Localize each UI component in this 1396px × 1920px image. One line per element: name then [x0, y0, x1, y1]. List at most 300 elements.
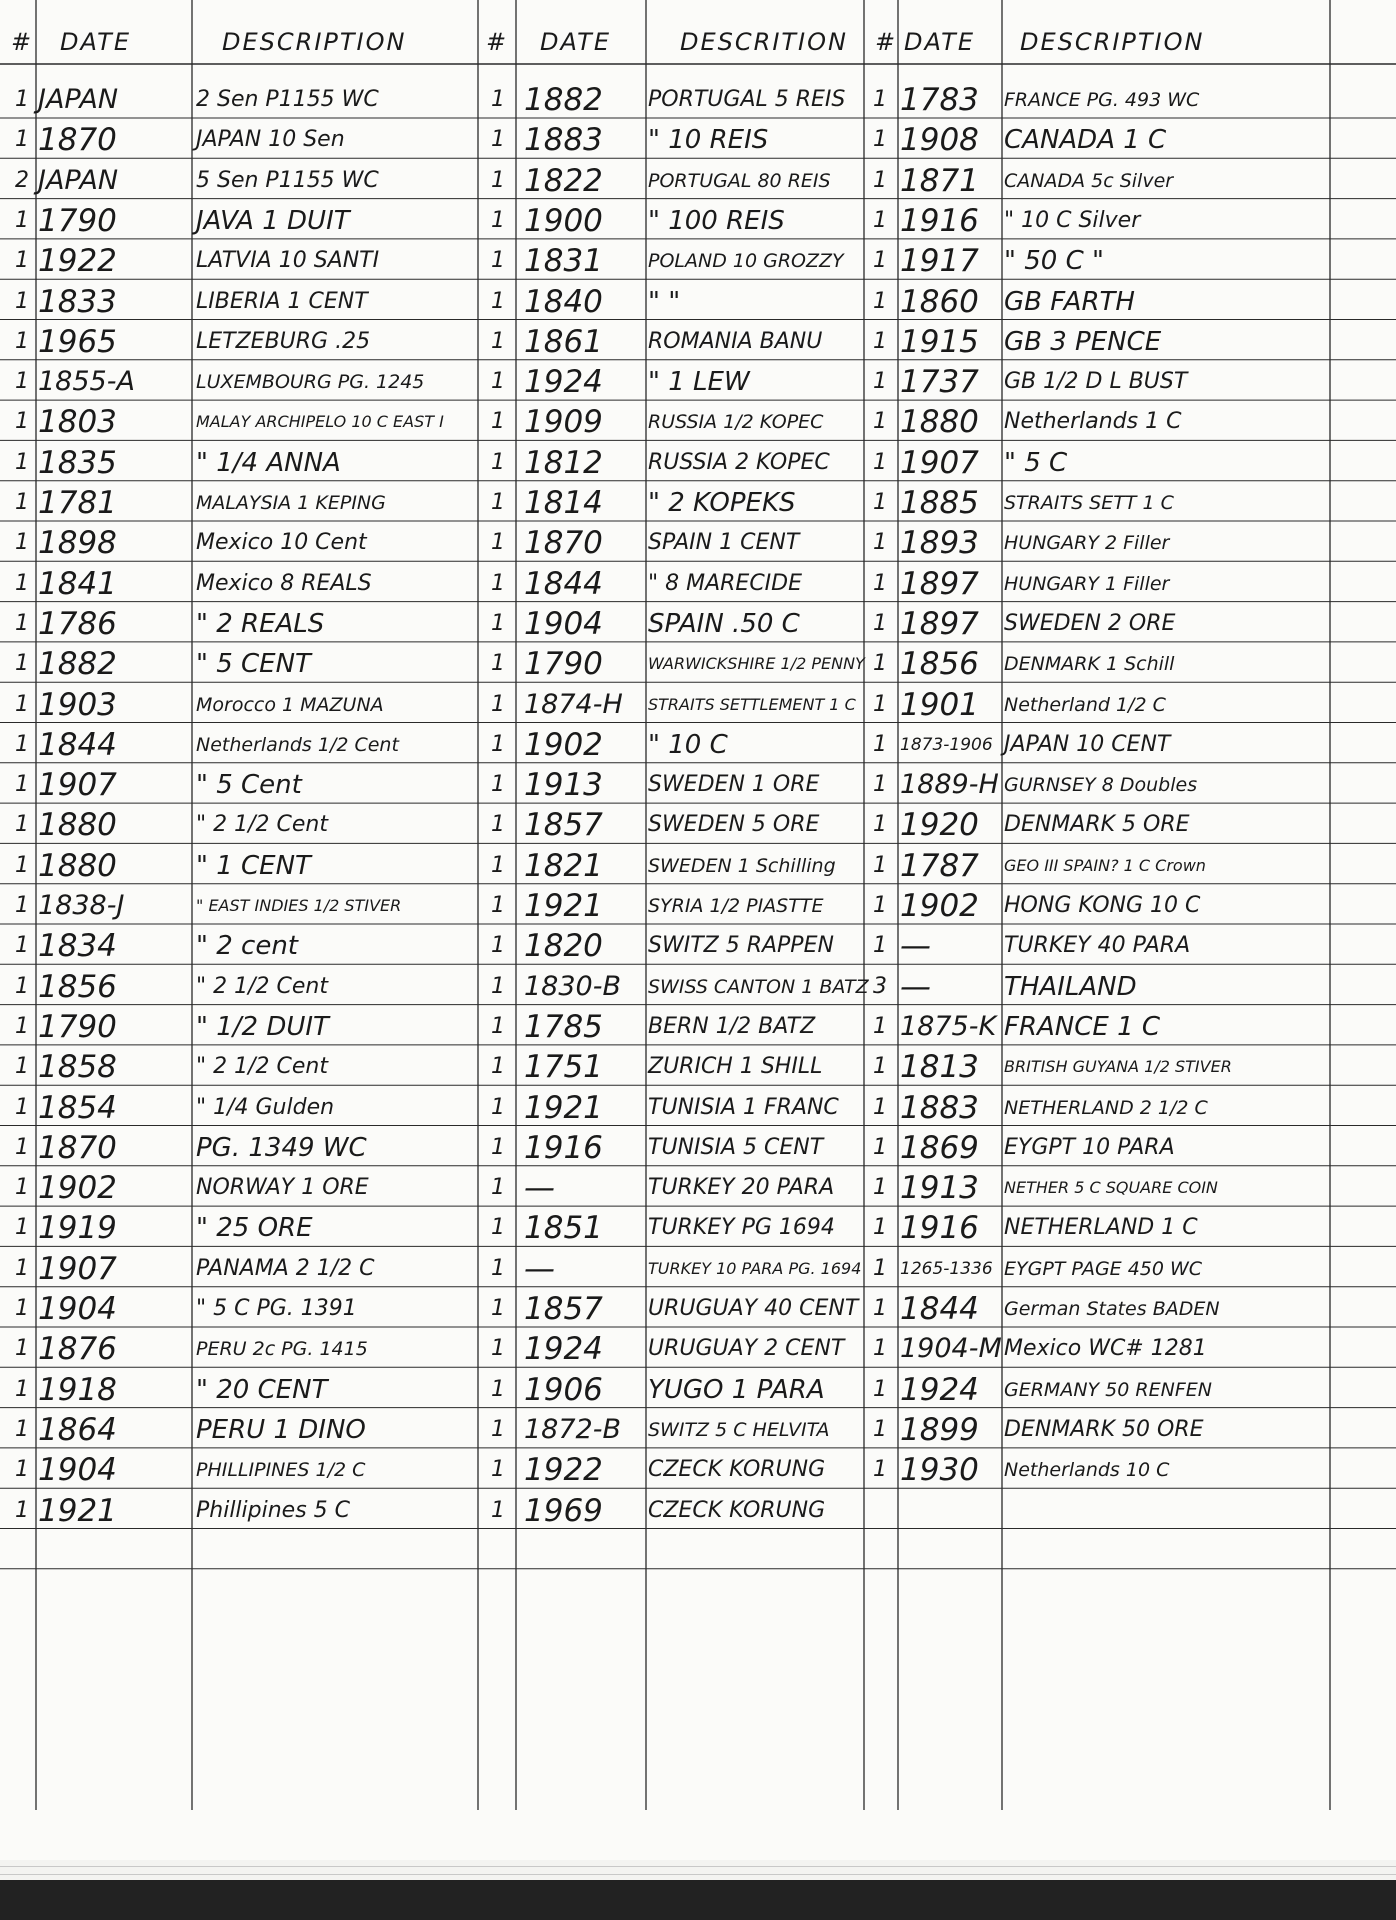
description-cell: Mexico 10 Cent — [196, 530, 367, 555]
qty-cell: 1 — [873, 1256, 887, 1281]
qty-cell: 1 — [873, 571, 887, 596]
qty-cell: 1 — [873, 1215, 887, 1240]
qty-cell: 1 — [15, 1135, 29, 1160]
description-cell: TUNISIA 1 FRANC — [648, 1095, 839, 1120]
description-cell: " 2 1/2 Cent — [196, 974, 328, 999]
description-cell: NETHERLAND 1 C — [1004, 1215, 1198, 1240]
date-cell: 1838-J — [38, 890, 125, 921]
date-cell: 1965 — [38, 324, 117, 360]
date-cell: 1851 — [524, 1210, 603, 1246]
description-cell: Netherlands 1 C — [1004, 409, 1182, 434]
description-cell: URUGUAY 40 CENT — [648, 1296, 859, 1321]
date-cell: 1781 — [38, 485, 117, 521]
qty-cell: 1 — [873, 812, 887, 837]
description-cell: SWEDEN 1 Schilling — [648, 855, 836, 877]
qty-cell: 1 — [491, 611, 505, 636]
description-cell: NETHER 5 C SQUARE COIN — [1004, 1178, 1218, 1197]
date-cell: 1898 — [38, 525, 117, 561]
description-cell: " 5 C — [1004, 448, 1068, 478]
qty-cell: 1 — [491, 1054, 505, 1079]
description-cell: LETZEBURG .25 — [196, 329, 371, 354]
description-cell: TUNISIA 5 CENT — [648, 1135, 824, 1160]
description-cell: 5 Sen P1155 WC — [196, 168, 379, 193]
header-date-2: DATE — [540, 28, 611, 56]
description-cell: " 10 REIS — [648, 125, 769, 155]
qty-cell: 1 — [873, 1457, 887, 1482]
description-cell: PANAMA 2 1/2 C — [196, 1256, 375, 1281]
qty-cell: 1 — [15, 1498, 29, 1523]
description-cell: SPAIN .50 C — [648, 609, 800, 639]
date-cell: 1864 — [38, 1412, 117, 1448]
date-cell: 1907 — [38, 1251, 117, 1287]
description-cell: WARWICKSHIRE 1/2 PENNY — [648, 654, 865, 673]
date-cell: 1873-1906 — [900, 735, 993, 755]
qty-cell: 1 — [873, 1336, 887, 1361]
qty-cell: 1 — [15, 651, 29, 676]
description-cell: TURKEY 20 PARA — [648, 1175, 835, 1200]
description-cell: GURNSEY 8 Doubles — [1004, 774, 1198, 796]
date-cell: 1919 — [38, 1210, 117, 1246]
qty-cell: 1 — [15, 1215, 29, 1240]
qty-cell: 1 — [491, 1296, 505, 1321]
description-cell: BRITISH GUYANA 1/2 STIVER — [1004, 1057, 1232, 1076]
description-cell: PG. 1349 WC — [196, 1133, 367, 1163]
date-cell: 1857 — [524, 807, 603, 843]
description-cell: LUXEMBOURG PG. 1245 — [196, 371, 425, 393]
qty-cell: 1 — [15, 1296, 29, 1321]
qty-cell: 1 — [491, 490, 505, 515]
description-cell: " 2 KOPEKS — [648, 488, 796, 518]
description-cell: " 1/2 DUIT — [196, 1012, 329, 1042]
date-cell: 1830-B — [524, 971, 621, 1002]
description-cell: Mexico WC# 1281 — [1004, 1336, 1207, 1361]
qty-cell — [866, 1491, 894, 1531]
qty-cell: 1 — [873, 1175, 887, 1200]
qty-cell: 1 — [873, 450, 887, 475]
description-cell: FRANCE PG. 493 WC — [1004, 89, 1200, 111]
description-cell: GEO III SPAIN? 1 C Crown — [1004, 856, 1206, 875]
date-cell: 1913 — [524, 767, 603, 803]
qty-cell: 1 — [873, 1417, 887, 1442]
date-cell: 1856 — [900, 646, 979, 682]
date-cell: 1904 — [38, 1291, 117, 1327]
description-cell: SYRIA 1/2 PIASTTE — [648, 895, 824, 917]
date-cell: JAPAN — [38, 84, 119, 115]
date-cell: 1860 — [900, 284, 979, 320]
date-cell: — — [900, 928, 931, 964]
qty-cell: 1 — [15, 611, 29, 636]
description-cell: " 10 C Silver — [1004, 208, 1141, 233]
description-cell: DENMARK 50 ORE — [1004, 1417, 1204, 1442]
date-cell: 1913 — [900, 1170, 979, 1206]
date-cell: — — [524, 1170, 555, 1206]
qty-cell: 1 — [491, 933, 505, 958]
qty-cell: 1 — [873, 490, 887, 515]
qty-cell: 1 — [491, 732, 505, 757]
date-cell: 1876 — [38, 1331, 117, 1367]
qty-cell: 1 — [873, 248, 887, 273]
qty-cell: 1 — [15, 87, 29, 112]
description-cell: PORTUGAL 5 REIS — [648, 87, 846, 112]
date-cell: 1831 — [524, 243, 603, 279]
qty-cell: 1 — [15, 329, 29, 354]
description-cell: SWITZ 5 C HELVITA — [648, 1419, 830, 1441]
qty-cell: 1 — [15, 490, 29, 515]
description-cell: POLAND 10 GROZZY — [648, 250, 844, 272]
date-cell: 1922 — [38, 243, 117, 279]
date-cell: 1861 — [524, 324, 603, 360]
qty-cell: 1 — [15, 1095, 29, 1120]
qty-cell: 1 — [15, 208, 29, 233]
date-cell: 1901 — [900, 687, 979, 723]
qty-cell: 1 — [491, 1457, 505, 1482]
date-cell: 1844 — [524, 566, 603, 602]
qty-cell: 1 — [491, 87, 505, 112]
description-cell: SWEDEN 1 ORE — [648, 772, 820, 797]
description-cell: " 1 LEW — [648, 367, 750, 397]
date-cell: 1908 — [900, 122, 979, 158]
description-cell: PORTUGAL 80 REIS — [648, 170, 831, 192]
description-cell: " 1 CENT — [196, 851, 311, 881]
qty-cell: 1 — [15, 127, 29, 152]
date-cell: 1902 — [524, 727, 603, 763]
qty-cell: 3 — [873, 974, 887, 999]
description-cell: " 2 1/2 Cent — [196, 1054, 328, 1079]
date-cell: 1904-M — [900, 1333, 1002, 1364]
date-cell: 1893 — [900, 525, 979, 561]
qty-cell: 1 — [491, 168, 505, 193]
description-cell: 2 Sen P1155 WC — [196, 87, 379, 112]
date-cell: 1870 — [38, 1130, 117, 1166]
description-cell: " 1/4 ANNA — [196, 448, 341, 478]
header-qty-2: # — [485, 28, 509, 56]
description-cell: SPAIN 1 CENT — [648, 530, 800, 555]
qty-cell: 1 — [873, 732, 887, 757]
description-cell: HUNGARY 2 Filler — [1004, 532, 1170, 554]
date-cell: 1915 — [900, 324, 979, 360]
date-cell: 1902 — [38, 1170, 117, 1206]
date-cell: 1916 — [900, 203, 979, 239]
date-cell: 1857 — [524, 1291, 603, 1327]
date-cell: 1834 — [38, 928, 117, 964]
description-cell: Mexico 8 REALS — [196, 571, 372, 596]
qty-cell: 1 — [491, 692, 505, 717]
qty-cell: 1 — [15, 933, 29, 958]
description-cell: " " — [648, 287, 681, 317]
date-cell: 1916 — [524, 1130, 603, 1166]
qty-cell: 1 — [491, 651, 505, 676]
description-cell: SWEDEN 2 ORE — [1004, 611, 1176, 636]
date-cell: 1917 — [900, 243, 979, 279]
qty-cell: 1 — [873, 87, 887, 112]
date-cell: 1858 — [38, 1049, 117, 1085]
description-cell: DENMARK 1 Schill — [1004, 653, 1175, 675]
description-cell: " 2 REALS — [196, 609, 325, 639]
description-cell: EYGPT PAGE 450 WC — [1004, 1258, 1203, 1280]
qty-cell: 1 — [15, 812, 29, 837]
date-cell: 1921 — [524, 888, 603, 924]
qty-cell: 1 — [873, 1377, 887, 1402]
qty-cell: 1 — [15, 450, 29, 475]
qty-cell: 1 — [15, 893, 29, 918]
description-cell: TURKEY PG 1694 — [648, 1215, 835, 1240]
date-cell: 1783 — [900, 82, 979, 118]
date-cell: 1921 — [38, 1493, 117, 1529]
date-cell: 1909 — [524, 404, 603, 440]
date-cell: 1902 — [900, 888, 979, 924]
date-cell: 1875-K — [900, 1011, 997, 1042]
qty-cell: 1 — [491, 571, 505, 596]
description-cell: FRANCE 1 C — [1004, 1012, 1161, 1042]
description-cell: CZECK KORUNG — [648, 1457, 826, 1482]
qty-cell: 1 — [873, 530, 887, 555]
qty-cell: 1 — [15, 772, 29, 797]
date-cell: 1844 — [38, 727, 117, 763]
date-cell: 1737 — [900, 364, 979, 400]
description-cell: PHILLIPINES 1/2 C — [196, 1459, 366, 1481]
header-desc-3: DESCRIPTION — [1020, 28, 1205, 56]
description-cell: DENMARK 5 ORE — [1004, 812, 1190, 837]
date-cell: 1880 — [38, 848, 117, 884]
date-cell: 1924 — [524, 1331, 603, 1367]
date-cell: 1899 — [900, 1412, 979, 1448]
qty-cell: 2 — [15, 168, 29, 193]
qty-cell: 1 — [873, 651, 887, 676]
description-cell: YUGO 1 PARA — [648, 1375, 825, 1405]
qty-cell: 1 — [491, 772, 505, 797]
qty-cell: 1 — [491, 1095, 505, 1120]
date-cell: 1969 — [524, 1493, 603, 1529]
qty-cell: 1 — [873, 409, 887, 434]
date-cell: 1855-A — [38, 366, 135, 397]
date-cell: 1841 — [38, 566, 117, 602]
qty-cell: 1 — [491, 1377, 505, 1402]
header-qty-1: # — [10, 28, 34, 56]
qty-cell: 1 — [873, 127, 887, 152]
date-cell: 1900 — [524, 203, 603, 239]
qty-cell: 1 — [873, 369, 887, 394]
date-cell: 1790 — [524, 646, 603, 682]
date-cell: 1871 — [900, 163, 979, 199]
qty-cell: 1 — [873, 168, 887, 193]
description-cell: EYGPT 10 PARA — [1004, 1135, 1175, 1160]
qty-cell: 1 — [491, 208, 505, 233]
date-cell: 1265-1336 — [900, 1259, 993, 1279]
qty-cell: 1 — [15, 1336, 29, 1361]
qty-cell: 1 — [15, 289, 29, 314]
description-cell: NORWAY 1 ORE — [196, 1175, 369, 1200]
description-cell: MALAY ARCHIPELO 10 C EAST I — [196, 412, 444, 431]
description-cell: JAPAN 10 CENT — [1004, 732, 1171, 757]
description-cell: Morocco 1 MAZUNA — [196, 694, 384, 716]
qty-cell: 1 — [873, 611, 887, 636]
description-cell: Phillipines 5 C — [196, 1498, 351, 1523]
qty-cell: 1 — [873, 208, 887, 233]
description-cell: PERU 2c PG. 1415 — [196, 1338, 368, 1360]
date-cell: 1870 — [38, 122, 117, 158]
qty-cell: 1 — [873, 1135, 887, 1160]
description-cell: STRAITS SETT 1 C — [1004, 492, 1174, 514]
qty-cell: 1 — [873, 853, 887, 878]
date-cell: — — [524, 1251, 555, 1287]
qty-cell: 1 — [873, 1054, 887, 1079]
description-cell: German States BADEN — [1004, 1298, 1220, 1320]
qty-cell: 1 — [15, 1175, 29, 1200]
date-cell: 1924 — [900, 1372, 979, 1408]
qty-cell: 1 — [15, 1457, 29, 1482]
qty-cell: 1 — [491, 329, 505, 354]
date-cell: 1885 — [900, 485, 979, 521]
description-cell: ZURICH 1 SHILL — [648, 1054, 823, 1079]
description-cell: " EAST INDIES 1/2 STIVER — [196, 896, 402, 915]
description-cell: RUSSIA 1/2 KOPEC — [648, 411, 824, 433]
date-cell — [900, 1491, 1000, 1531]
date-cell: 1812 — [524, 445, 603, 481]
date-cell: 1922 — [524, 1452, 603, 1488]
qty-cell: 1 — [15, 974, 29, 999]
date-cell: 1785 — [524, 1009, 603, 1045]
date-cell: JAPAN — [38, 165, 119, 196]
description-cell: SWEDEN 5 ORE — [648, 812, 820, 837]
date-cell: 1790 — [38, 1009, 117, 1045]
date-cell: 1840 — [524, 284, 603, 320]
date-cell: 1918 — [38, 1372, 117, 1408]
date-cell: 1856 — [38, 969, 117, 1005]
qty-cell: 1 — [873, 329, 887, 354]
description-cell: " 2 1/2 Cent — [196, 812, 328, 837]
qty-cell: 1 — [491, 1014, 505, 1039]
date-cell: 1872-B — [524, 1414, 621, 1445]
qty-cell: 1 — [15, 853, 29, 878]
qty-cell: 1 — [491, 450, 505, 475]
description-cell: Netherlands 10 C — [1004, 1459, 1170, 1481]
qty-cell: 1 — [491, 1175, 505, 1200]
description-cell: " 5 CENT — [196, 649, 311, 679]
qty-cell: 1 — [15, 1377, 29, 1402]
header-desc-2: DESCRITION — [680, 28, 848, 56]
date-cell: 1903 — [38, 687, 117, 723]
description-cell: RUSSIA 2 KOPEC — [648, 450, 830, 475]
date-cell: 1930 — [900, 1452, 979, 1488]
qty-cell: 1 — [873, 772, 887, 797]
date-cell: 1907 — [900, 445, 979, 481]
description-cell: CANADA 5c Silver — [1004, 170, 1174, 192]
date-cell: 1814 — [524, 485, 603, 521]
date-cell: 1835 — [38, 445, 117, 481]
description-cell: THAILAND — [1004, 972, 1137, 1002]
sheet-edge — [0, 1866, 1396, 1867]
qty-cell: 1 — [491, 127, 505, 152]
description-cell: SWITZ 5 RAPPEN — [648, 933, 834, 958]
qty-cell: 1 — [491, 812, 505, 837]
date-cell: 1822 — [524, 163, 603, 199]
qty-cell: 1 — [15, 248, 29, 273]
date-cell: 1820 — [524, 928, 603, 964]
qty-cell: 1 — [873, 692, 887, 717]
date-cell: 1787 — [900, 848, 979, 884]
date-cell: 1904 — [38, 1452, 117, 1488]
qty-cell: 1 — [15, 1054, 29, 1079]
qty-cell: 1 — [873, 289, 887, 314]
description-cell: " 100 REIS — [648, 206, 785, 236]
description-cell: GB 3 PENCE — [1004, 327, 1162, 357]
date-cell: 1803 — [38, 404, 117, 440]
qty-cell: 1 — [15, 692, 29, 717]
qty-cell: 1 — [491, 1135, 505, 1160]
description-cell: BERN 1/2 BATZ — [648, 1014, 816, 1039]
description-cell: HUNGARY 1 Filler — [1004, 573, 1170, 595]
description-cell: " 20 CENT — [196, 1375, 328, 1405]
description-cell: " 50 C " — [1004, 246, 1104, 276]
qty-cell: 1 — [491, 409, 505, 434]
qty-cell: 1 — [15, 571, 29, 596]
description-cell: MALAYSIA 1 KEPING — [196, 492, 386, 514]
qty-cell: 1 — [15, 369, 29, 394]
qty-cell: 1 — [491, 530, 505, 555]
date-cell: 1833 — [38, 284, 117, 320]
description-cell: " 5 Cent — [196, 770, 302, 800]
qty-cell: 1 — [491, 369, 505, 394]
date-cell: 1907 — [38, 767, 117, 803]
date-cell: 1870 — [524, 525, 603, 561]
description-cell: STRAITS SETTLEMENT 1 C — [648, 695, 856, 714]
date-cell: 1920 — [900, 807, 979, 843]
description-cell: " 1/4 Gulden — [196, 1095, 335, 1120]
date-cell: 1924 — [524, 364, 603, 400]
description-cell: ROMANIA BANU — [648, 329, 823, 354]
scanner-edge — [0, 1880, 1396, 1920]
qty-cell: 1 — [873, 893, 887, 918]
qty-cell: 1 — [873, 933, 887, 958]
date-cell: 1880 — [38, 807, 117, 843]
description-cell: " 5 C PG. 1391 — [196, 1296, 357, 1321]
header-qty-3: # — [874, 28, 898, 56]
qty-cell: 1 — [15, 1417, 29, 1442]
qty-cell: 1 — [491, 1336, 505, 1361]
date-cell: 1921 — [524, 1090, 603, 1126]
description-cell: TURKEY 40 PARA — [1004, 933, 1191, 958]
date-cell: 1897 — [900, 606, 979, 642]
description-cell: " 25 ORE — [196, 1213, 313, 1243]
date-cell: 1844 — [900, 1291, 979, 1327]
description-cell: LATVIA 10 SANTI — [196, 248, 380, 273]
description-cell: LIBERIA 1 CENT — [196, 289, 368, 314]
qty-cell: 1 — [873, 1296, 887, 1321]
description-cell: URUGUAY 2 CENT — [648, 1336, 845, 1361]
qty-cell: 1 — [491, 1215, 505, 1240]
description-cell: TURKEY 10 PARA PG. 1694 — [648, 1259, 862, 1278]
description-cell: NETHERLAND 2 1/2 C — [1004, 1097, 1208, 1119]
date-cell: 1874-H — [524, 689, 623, 720]
qty-cell: 1 — [491, 248, 505, 273]
description-cell: HONG KONG 10 C — [1004, 893, 1201, 918]
description-cell: GERMANY 50 RENFEN — [1004, 1379, 1212, 1401]
date-cell: 1813 — [900, 1049, 979, 1085]
qty-cell: 1 — [15, 1014, 29, 1039]
header-date-1: DATE — [60, 28, 131, 56]
date-cell: 1883 — [524, 122, 603, 158]
qty-cell: 1 — [15, 409, 29, 434]
date-cell: — — [900, 969, 931, 1005]
date-cell: 1916 — [900, 1210, 979, 1246]
date-cell: 1882 — [524, 82, 603, 118]
qty-cell: 1 — [491, 853, 505, 878]
qty-cell: 1 — [491, 1498, 505, 1523]
date-cell: 1906 — [524, 1372, 603, 1408]
date-cell: 1883 — [900, 1090, 979, 1126]
header-desc-1: DESCRIPTION — [222, 28, 407, 56]
description-cell: PERU 1 DINO — [196, 1415, 366, 1445]
